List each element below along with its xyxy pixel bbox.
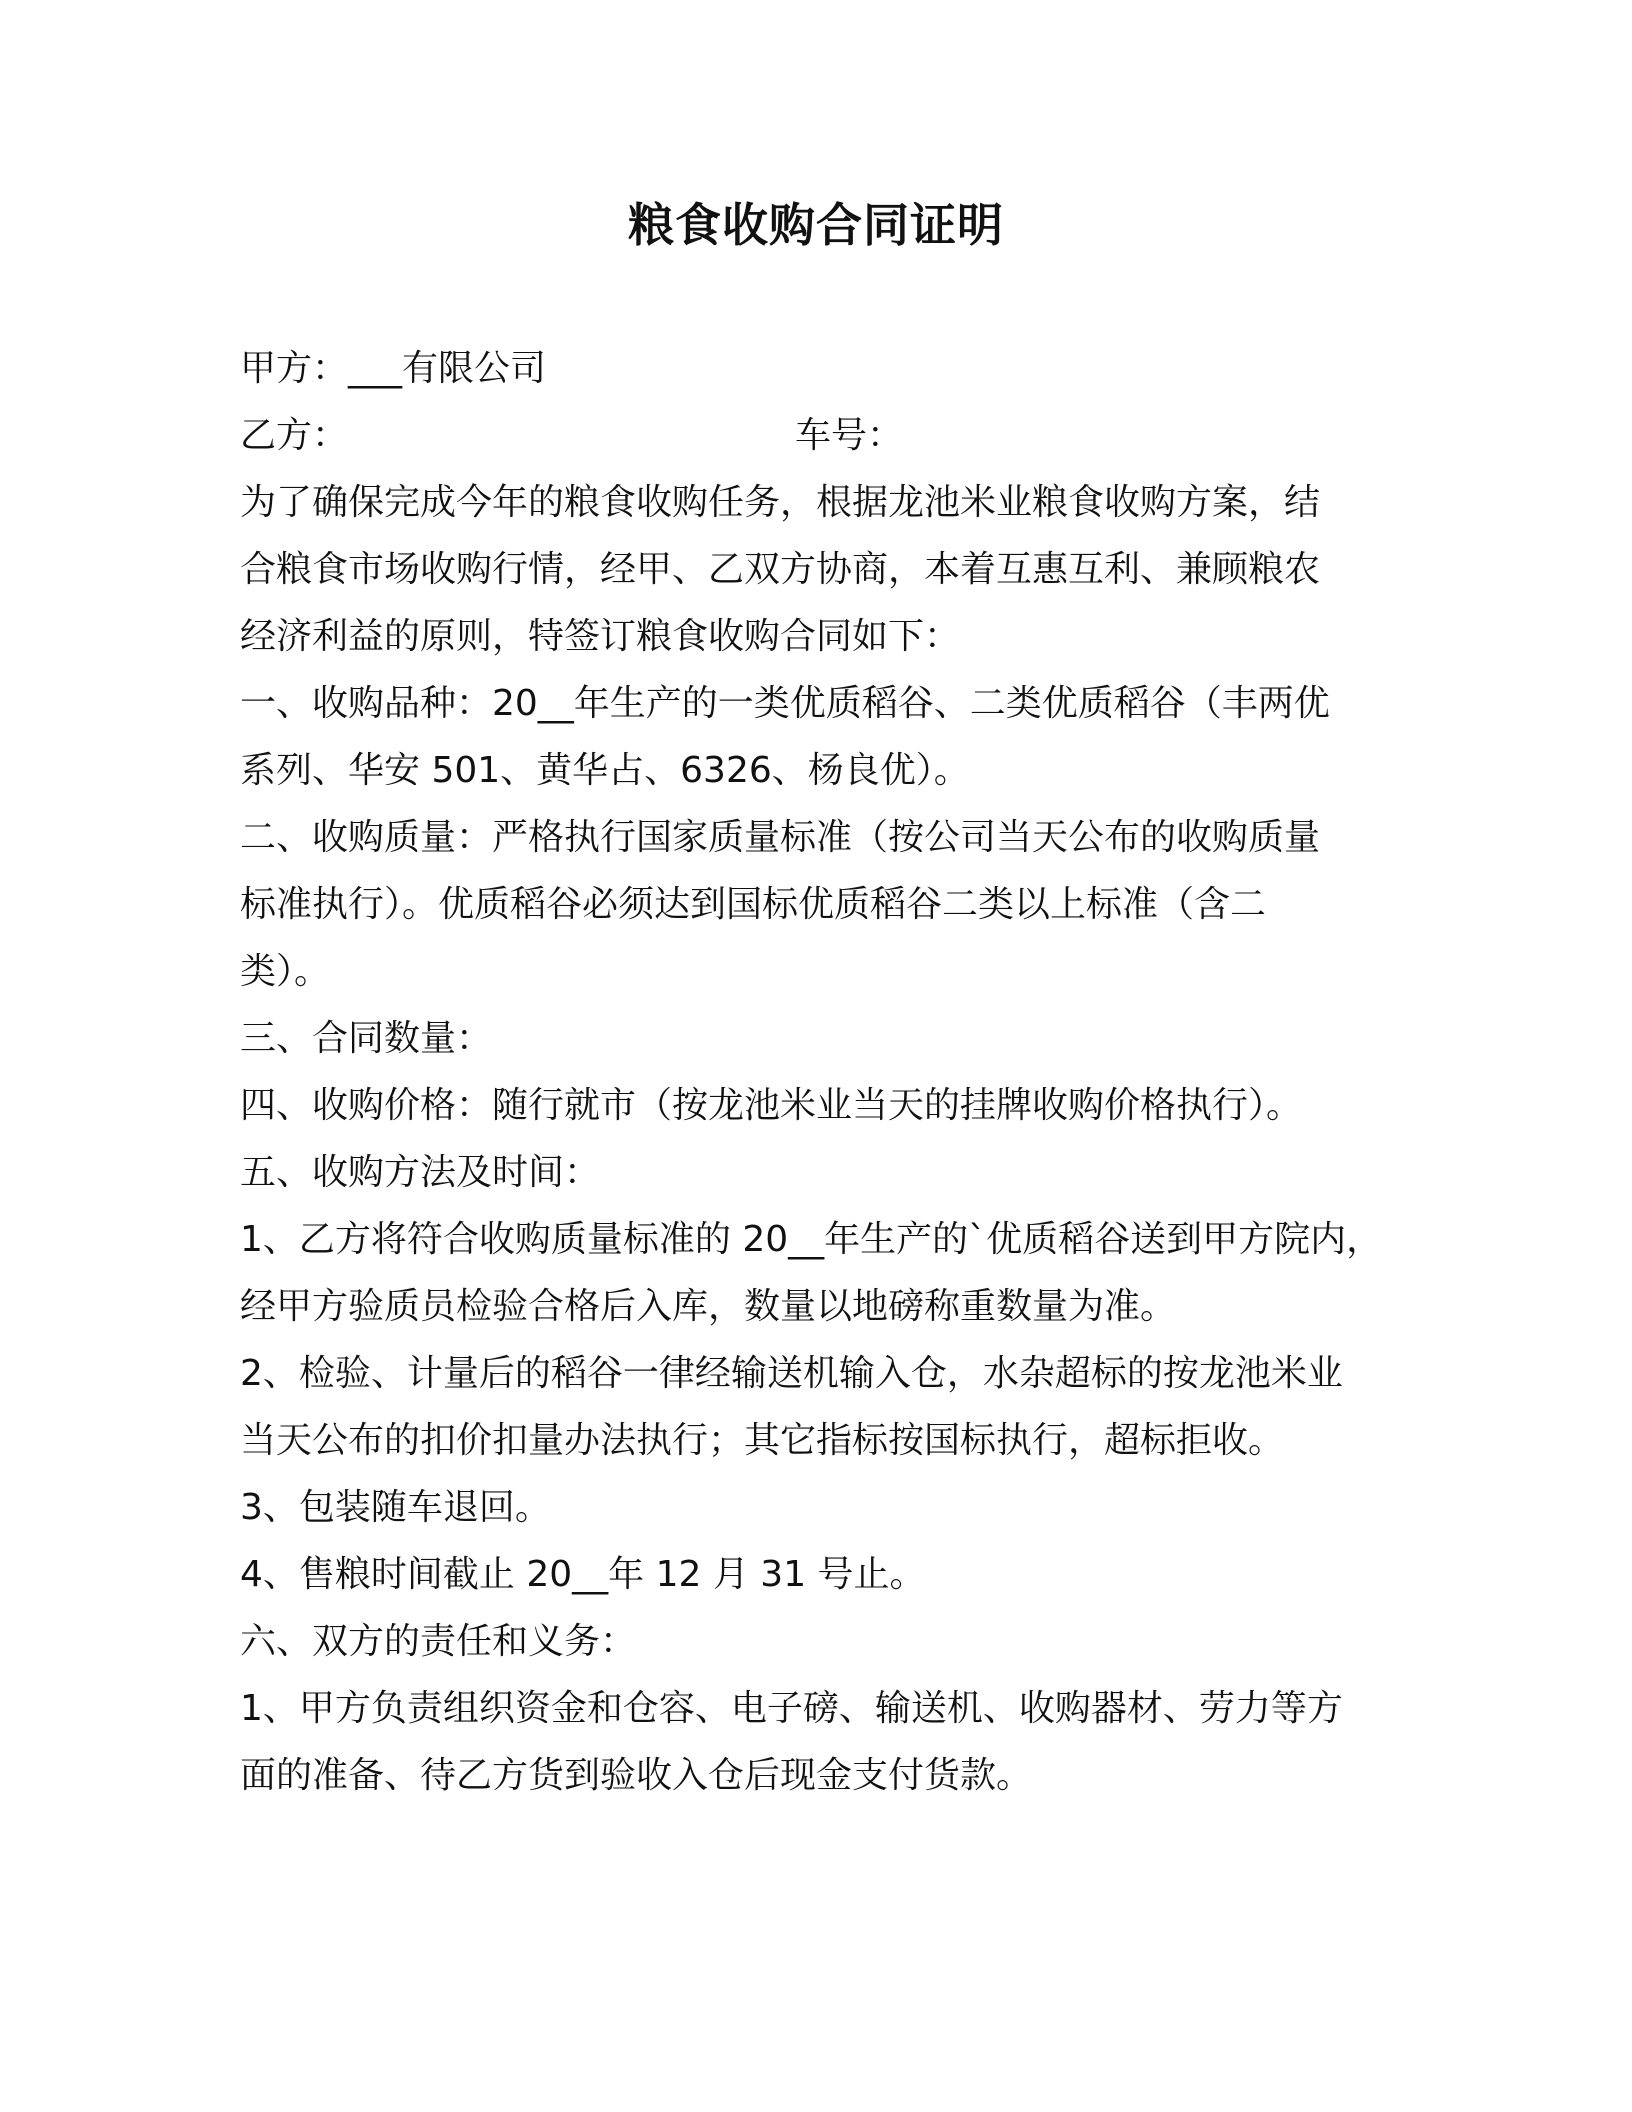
text-line: 系列、华安 501、黄华占、6326、杨良优）。 — [240, 750, 970, 791]
text-line: 三、合同数量： — [240, 1018, 493, 1059]
text-line: 二、收购质量：严格执行国家质量标准（按公司当天公布的收购质量 — [240, 817, 1321, 858]
text-line: 1、甲方负责组织资金和仓容、电子磅、输送机、收购器材、劳力等方 — [240, 1688, 1343, 1729]
party-b-line — [240, 402, 1420, 469]
text-line: 4、售粮时间截止 20__年 12 月 31 号止。 — [240, 1554, 926, 1595]
text-line: 当天公布的扣价扣量办法执行；其它指标按国标执行，超标拒收。 — [240, 1420, 1285, 1461]
text-line: 四、收购价格：随行就市（按龙池米业当天的挂牌收购价格执行）。 — [240, 1085, 1303, 1126]
text-line: 类）。 — [240, 951, 331, 992]
document-body — [240, 335, 1420, 1809]
car-number-label: 车号： — [795, 415, 904, 456]
party-b-label: 乙方： — [240, 415, 349, 456]
document-title: 粮食收购合同证明 — [628, 198, 1004, 252]
text-line: 六、双方的责任和义务： — [240, 1621, 637, 1662]
text-line: 为了确保完成今年的粮食收购任务，根据龙池米业粮食收购方案，结 — [240, 482, 1321, 523]
party-a-line: 甲方：___有限公司 — [240, 348, 547, 389]
text-line: 合粮食市场收购行情，经甲、乙双方协商，本着互惠互利、兼顾粮农 — [240, 549, 1321, 590]
text-line: 一、收购品种：20__年生产的一类优质稻谷、二类优质稻谷（丰两优 — [240, 683, 1330, 724]
text-line: 五、收购方法及时间： — [240, 1152, 601, 1193]
text-line: 面的准备、待乙方货到验收入仓后现金支付货款。 — [240, 1755, 1033, 1796]
text-line: 3、包装随车退回。 — [240, 1487, 551, 1528]
text-line: 经济利益的原则，特签订粮食收购合同如下： — [240, 616, 961, 657]
text-line: 1、乙方将符合收购质量标准的 20__年生产的`优质稻谷送到甲方院内， — [240, 1219, 1383, 1260]
text-line: 经甲方验质员检验合格后入库，数量以地磅称重数量为准。 — [240, 1286, 1177, 1327]
text-line: 2、检验、计量后的稻谷一律经输送机输入仓，水杂超标的按龙池米业 — [240, 1353, 1343, 1394]
text-line: 标准执行）。优质稻谷必须达到国标优质稻谷二类以上标准（含二 — [240, 884, 1267, 925]
